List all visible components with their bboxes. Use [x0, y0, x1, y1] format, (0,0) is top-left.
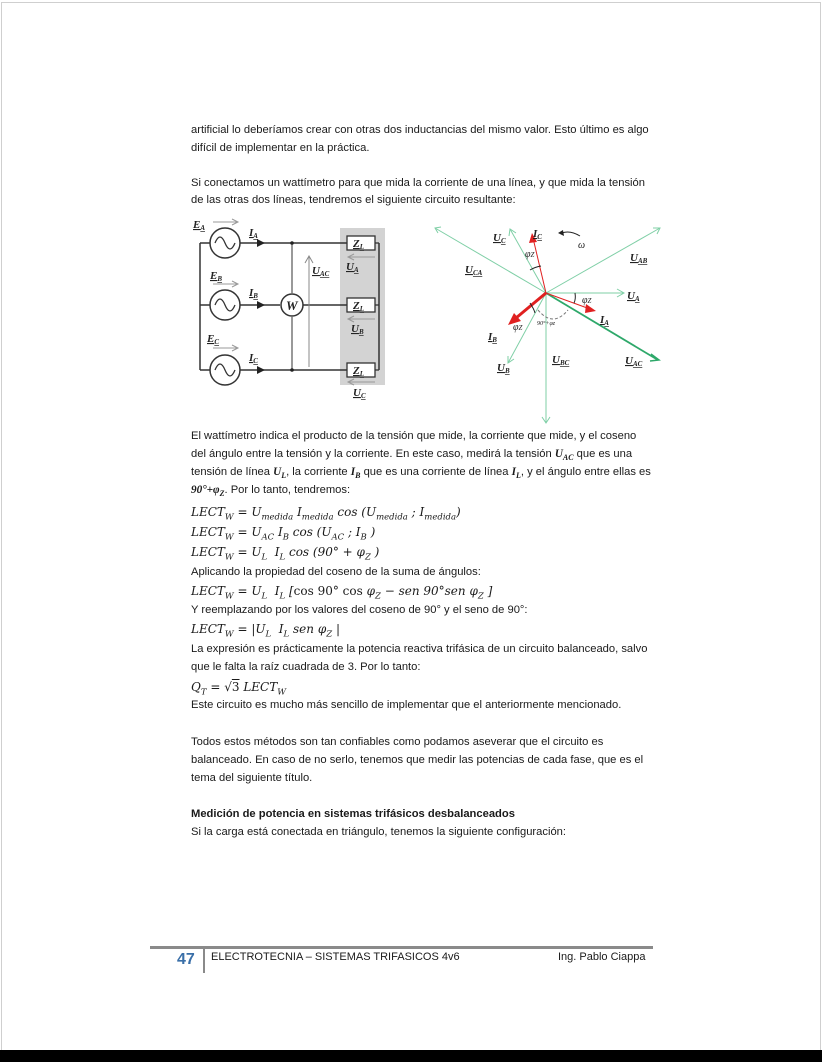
- footer-rule: [150, 946, 653, 949]
- paragraph-line: balanceado. En caso de no serlo, tenemos que medir las potencias de cada fase, que es el: [191, 754, 644, 766]
- paragraph-line: de las otras dos líneas, tendremos el siguiente circuito resultante:: [191, 194, 516, 206]
- paragraph-line: que le falta la raíz cuadrada de 3. Por lo tanto:: [191, 661, 421, 673]
- paragraph-line: El wattímetro indica el producto de la tensión que mide, la corriente que mide, y el coseno: [191, 430, 637, 442]
- paragraph-line: Todos estos métodos son tan confiables como podamos aseverar que el circuito es: [191, 736, 604, 748]
- equation-4: $LECT_W = U_L$ $I_L$ [cos 90° $\cos \varphi_Z$ − sen 90°sen $\varphi_Z$ ]: [191, 584, 493, 602]
- svg-text:UC: UC: [353, 387, 366, 400]
- phasor-diagram: [430, 215, 670, 427]
- svg-text:UC: UC: [493, 232, 506, 245]
- svg-text:UA: UA: [346, 261, 359, 274]
- paragraph-line: difícil de implementar en la práctica.: [191, 142, 370, 154]
- svg-text:IB: IB: [488, 331, 497, 344]
- equation-2: $LECT_W = U_{AC}$ $I_B$ $\cos (U_{AC}$ ; $I_B$ ): [191, 525, 376, 543]
- svg-text:UBC: UBC: [552, 354, 570, 367]
- svg-text:EC: EC: [207, 333, 220, 346]
- svg-text:φZ: φZ: [525, 249, 535, 260]
- paragraph-line: del ángulo entre la tensión y la corriente. En este caso, medirá la tensión $U_{AC}$ que es una: [191, 448, 633, 463]
- svg-text:EA: EA: [193, 219, 206, 232]
- svg-text:φZ: φZ: [513, 322, 523, 333]
- paragraph-line: tensión de línea $U_L$, la corriente $I_B$ que es una corriente de línea $I_L$, y el ángulo entre ellas es: [191, 466, 651, 481]
- page-border-left: [1, 2, 2, 1050]
- paragraph-line: tema del siguiente título.: [191, 772, 313, 784]
- footer-author: Ing. Pablo Ciappa: [558, 951, 646, 963]
- svg-text:W: W: [286, 298, 298, 313]
- paragraph-line: Si la carga está conectada en triángulo, tenemos la siguiente configuración:: [191, 826, 567, 838]
- svg-text:ZL: ZL: [353, 300, 365, 313]
- page-number: 47: [177, 951, 195, 968]
- equation-3: $LECT_W = U_L$ $I_L$ $\cos (90^\circ + \varphi_Z$ ): [191, 545, 380, 563]
- paragraph-line: Y reemplazando por los valores del coseno de 90° y el seno de 90°:: [191, 604, 528, 616]
- paragraph-line: Este circuito es mucho más sencillo de implementar que el anteriormente mencionado.: [191, 699, 622, 711]
- paragraph-line: artificial lo deberíamos crear con otras dos inductancias del mismo valor. Esto último es algo: [191, 124, 649, 136]
- svg-text:IC: IC: [533, 228, 542, 241]
- svg-text:ZL: ZL: [353, 365, 365, 378]
- svg-text:EB: EB: [210, 270, 223, 283]
- footer-title: ELECTROTECNIA – SISTEMAS TRIFASICOS 4v6: [211, 951, 460, 963]
- svg-text:UCA: UCA: [465, 264, 483, 277]
- svg-text:IB: IB: [249, 287, 258, 300]
- svg-text:UB: UB: [351, 323, 364, 336]
- footer-separator: [203, 949, 205, 973]
- equation-5: $LECT_W = |U_L$ $I_L$ sen $\varphi_Z$ |: [191, 622, 340, 640]
- svg-text:IC: IC: [249, 352, 258, 365]
- svg-text:IA: IA: [249, 227, 258, 240]
- equation-1: $LECT_W = U_{medida}$ $I_{medida}$ $\cos (U_{medida}$ ; $I_{medida}$): [191, 505, 461, 523]
- page-border-top: [1, 2, 821, 3]
- svg-text:ω: ω: [578, 240, 586, 251]
- equation-6: $Q_T = √3$ $LECT_W$: [191, 680, 286, 698]
- svg-text:UAC: UAC: [312, 265, 330, 278]
- source-a: [210, 228, 240, 258]
- svg-text:90°+φz: 90°+φz: [537, 321, 556, 327]
- paragraph-line: Si conectamos un wattímetro para que mida la corriente de una línea, y que mida la tensión: [191, 177, 645, 189]
- paragraph-line: $90^\circ+\varphi_Z$. Por lo tanto, tendremos:: [191, 484, 351, 499]
- svg-text:φZ: φZ: [582, 295, 592, 306]
- svg-text:UAB: UAB: [630, 252, 648, 265]
- svg-text:IA: IA: [600, 314, 609, 327]
- paragraph-line: La expresión es prácticamente la potencia reactiva trifásica de un circuito balanceado, salvo: [191, 643, 648, 655]
- paragraph-line: Aplicando la propiedad del coseno de la suma de ángulos:: [191, 566, 481, 578]
- section-heading: Medición de potencia en sistemas trifásicos desbalanceados: [191, 808, 515, 820]
- svg-text:UB: UB: [497, 362, 510, 375]
- svg-text:UA: UA: [627, 290, 640, 303]
- svg-text:UAC: UAC: [625, 355, 643, 368]
- circuit-diagram: [185, 212, 395, 402]
- svg-text:ZL: ZL: [353, 238, 365, 251]
- page-border-right: [820, 2, 821, 1050]
